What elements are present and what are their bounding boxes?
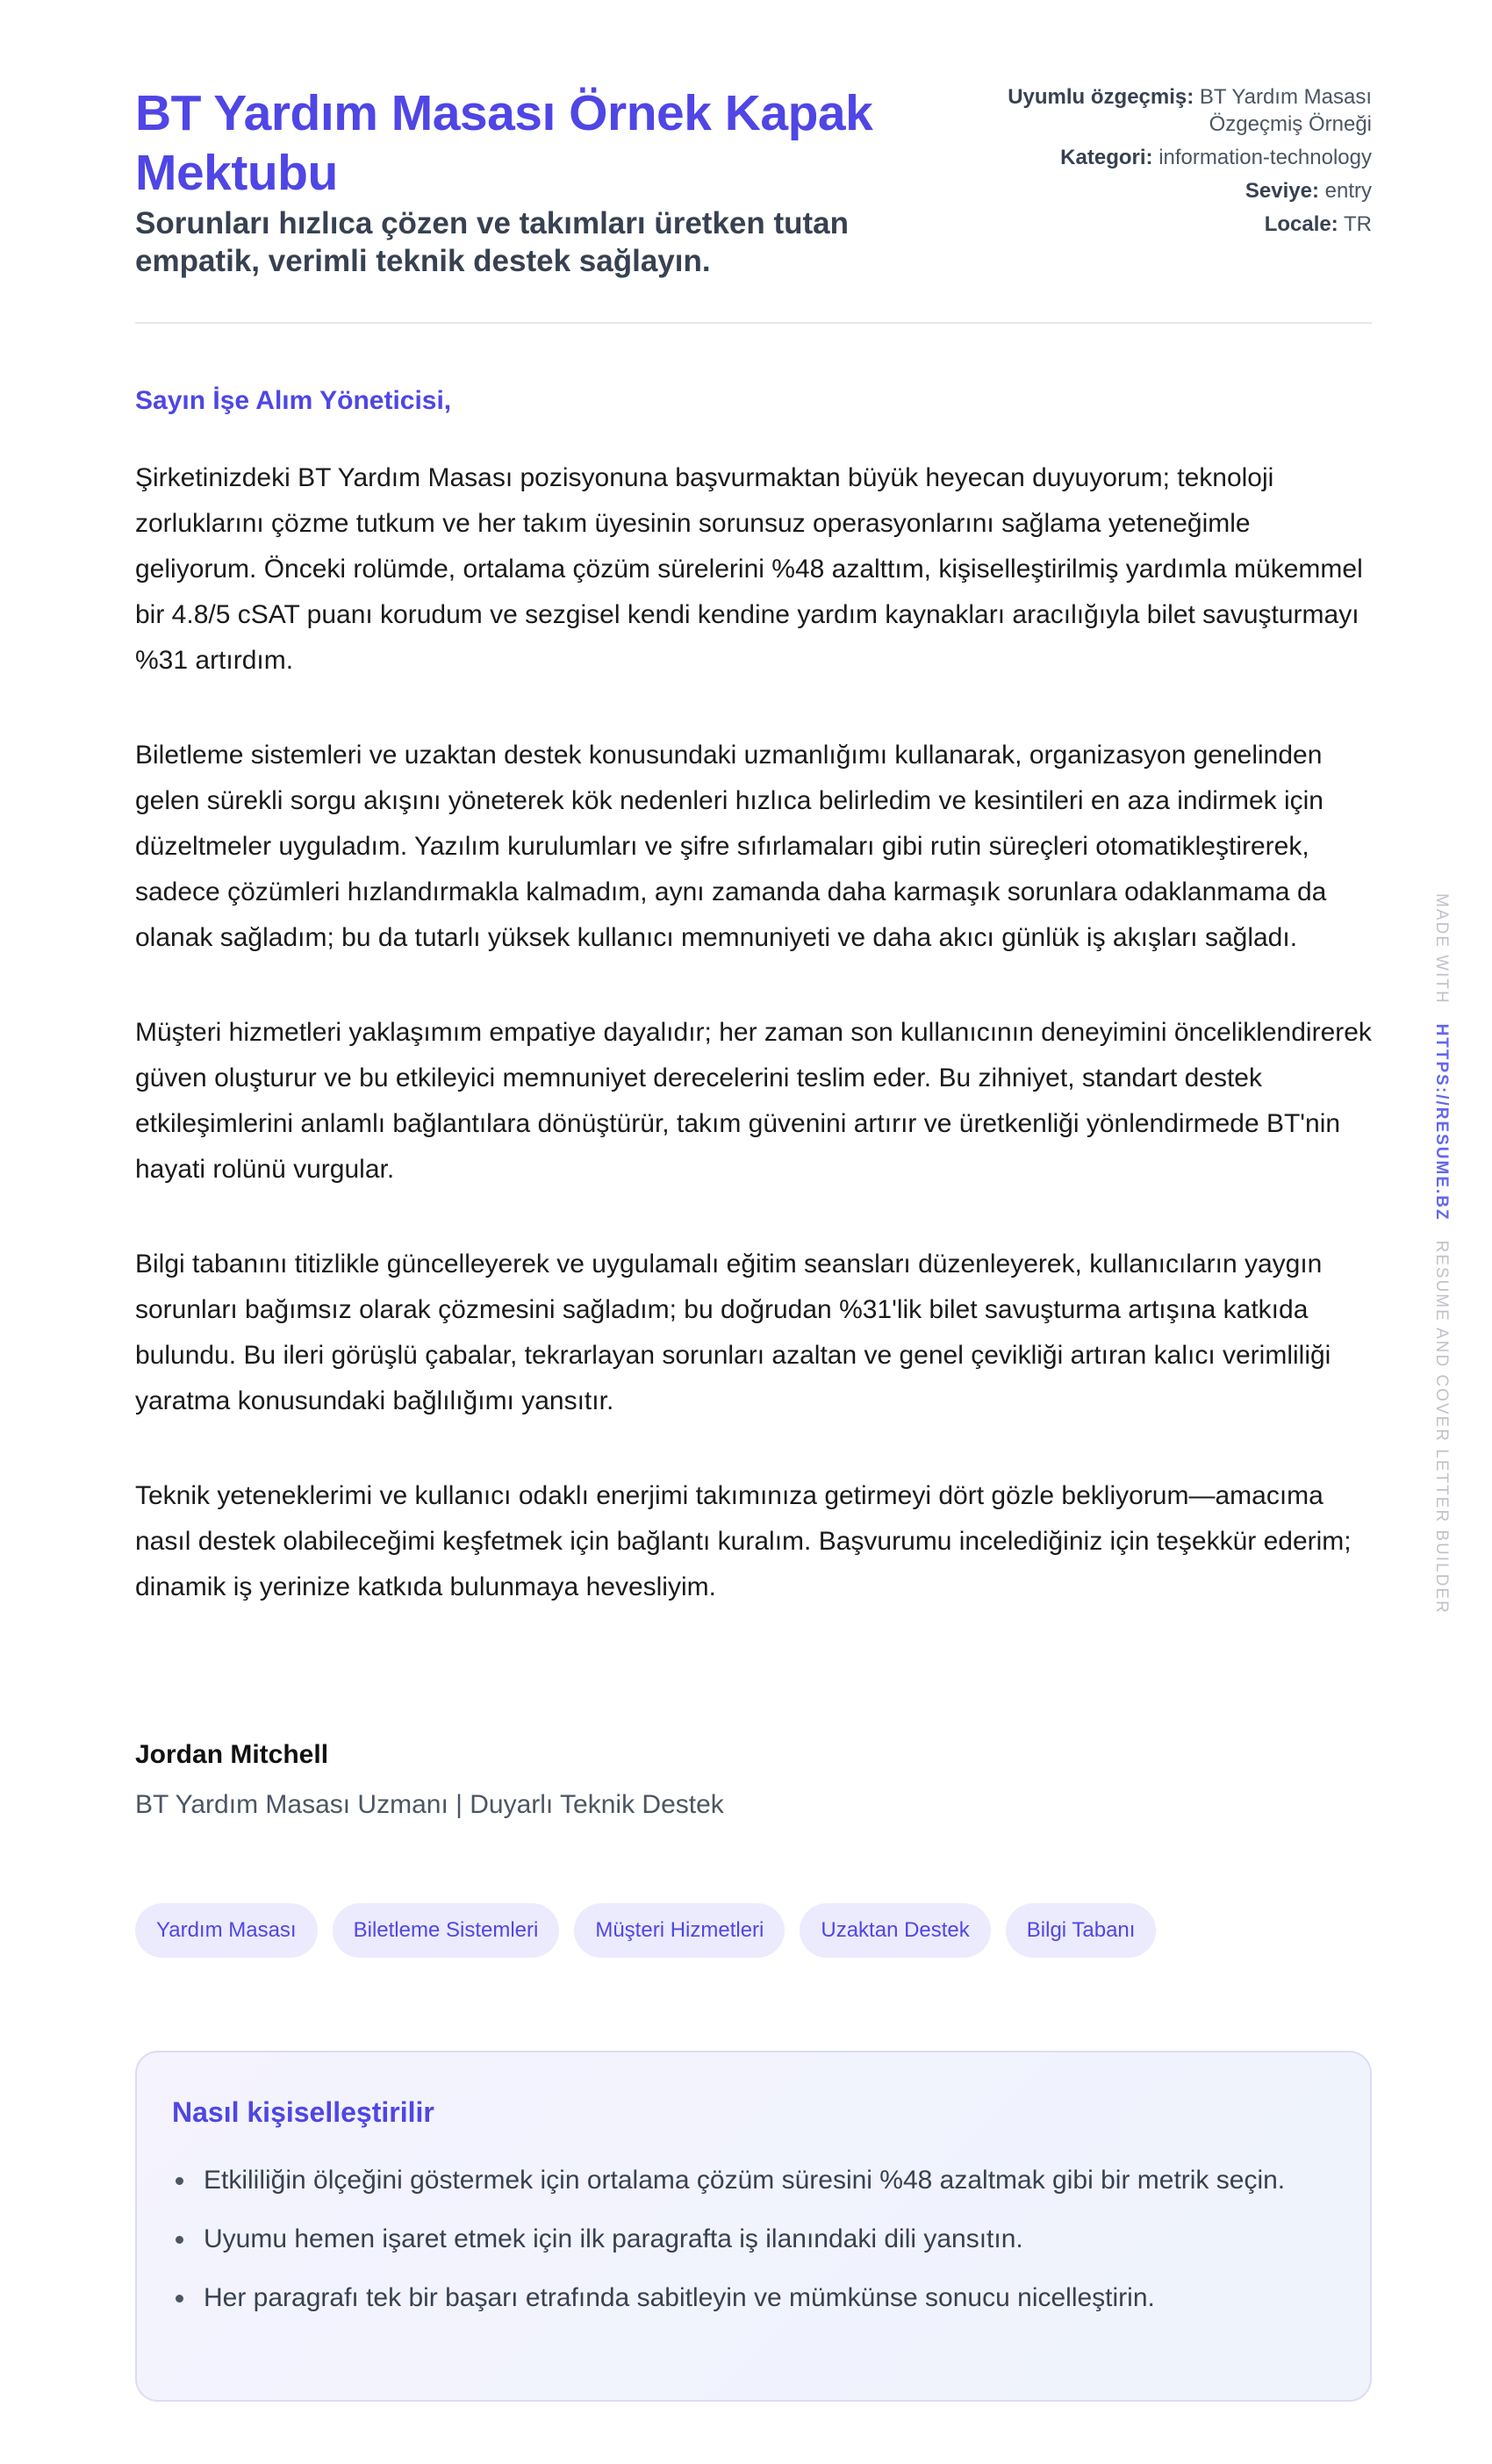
tag-list: [135, 1903, 1156, 1958]
divider: [135, 322, 1372, 324]
meta-value: BT Yardım Masası Özgeçmiş Örneği: [1199, 85, 1372, 136]
meta-level: [986, 177, 1372, 204]
paragraph: Biletleme sistemleri ve uzaktan destek konusundaki uzmanlığımı kullanarak, organizasyon genelinden gelen sürekli sorgu akışını yöneterek kök nedenleri hızlıca belirledim ve kesintileri en aza indirmek için düzeltmeler uyguladım. Yazılım kurulumları ve şifre sıfırlamaları gibi rutin süreçleri otomatikleştirerek, sadece çözümleri hızlandırmakla kalmadım, aynı zamanda daha karmaşık sorunlara odaklanmama da olanak sağladım; bu da tutarlı yüksek kullanıcı memnuniyeti ve daha akıcı günlük iş akışları sağladı.: [135, 741, 1327, 952]
meta-value: information-technology: [1158, 146, 1372, 169]
meta-label: Kategori:: [1060, 146, 1153, 169]
paragraph: Müşteri hizmetleri yaklaşımım empatiye dayalıdır; her zaman son kullanıcının deneyimini önceliklendirerek güven oluşturur ve bu etkileyici memnuniyet derecelerini teslim eder. Bu zihniyet, standart destek etkileşimlerini anlamlı bağlantılara dönüştürür, takım güvenini artırır ve üretkenliği yönlendirmede BT'nin hayati rolünü vurgular.: [135, 1018, 1372, 1184]
tag-chip: Biletleme Sistemleri: [333, 1903, 560, 1958]
meta-value: entry: [1324, 179, 1372, 203]
tips-title: Nasıl kişiselleştirilir: [172, 2096, 434, 2128]
tag-chip: Müşteri Hizmetleri: [574, 1903, 785, 1958]
meta-resume: [986, 83, 1372, 138]
tip-item: Etkililiğin ölçeğini göstermek için ortalama çözüm süresini %48 azaltmak gibi bir metrik seçin.: [172, 2158, 1331, 2203]
meta-label: Seviye:: [1245, 179, 1319, 203]
header: [135, 83, 1372, 322]
paragraph: Teknik yeteneklerimi ve kullanıcı odaklı enerjimi takımınıza getirmeyi dört gözle bekliyorum—amacıma nasıl destek olabileceğimi keşfetmek için bağlantı kuralım. Başvurumu incelediğiniz için teşekkür ederim; dinamik iş yerinize katkıda bulunmaya hevesliyim.: [135, 1481, 1352, 1601]
paragraph: Şirketinizdeki BT Yardım Masası pozisyonuna başvurmaktan büyük heyecan duyuyorum; teknoloji zorluklarını çözme tutkum ve her takım üyesinin sorunsuz operasyonlarını sağlama yeteneğimle geliyorum. Önceki rolümde, ortalama çözüm sürelerini %48 azalttım, kişiselleştirilmiş yardımla mükemmel bir 4.8/5 cSAT puanı korudum ve sezgisel kendi kendine yardım kaynakları aracılığıyla bilet savuşturmayı %31 artırdım.: [135, 463, 1363, 675]
tag-chip: Bilgi Tabanı: [1006, 1903, 1157, 1958]
meta-info: [986, 83, 1372, 244]
meta-label: Locale:: [1264, 212, 1338, 236]
tip-item: Her paragrafı tek bir başarı etrafında sabitleyin ve mümkünse sonucu nicelleştirin.: [172, 2275, 1331, 2321]
tip-item: Uyumu hemen işaret etmek için ilk paragrafta iş ilanındaki dili yansıtın.: [172, 2217, 1331, 2262]
watermark-prefix: MADE WITH: [1432, 893, 1451, 1005]
letter-body: [135, 455, 1372, 1659]
tag-chip: Uzaktan Destek: [800, 1903, 990, 1958]
tips-box: [135, 2051, 1372, 2402]
page-subtitle: Sorunları hızlıca çözen ve takımları üretken tutan empatik, verimli teknik destek sağlayın.: [135, 206, 850, 278]
meta-locale: [986, 211, 1372, 238]
meta-category: [986, 144, 1372, 171]
watermark: [1431, 893, 1451, 1615]
meta-label: Uyumlu özgeçmiş:: [1008, 85, 1194, 109]
watermark-link[interactable]: HTTPS://RESUME.BZ: [1432, 1023, 1451, 1221]
tag-chip: Yardım Masası: [135, 1903, 318, 1958]
signature-title: BT Yardım Masası Uzmanı | Duyarlı Teknik Destek: [135, 1790, 724, 1819]
meta-value: TR: [1344, 212, 1372, 236]
signature-name: Jordan Mitchell: [135, 1740, 329, 1769]
tips-list: [172, 2158, 1331, 2334]
paragraph: Bilgi tabanını titizlikle güncelleyerek ve uygulamalı eğitim seansları düzenleyerek, kullanıcıların yaygın sorunları bağımsız olarak çözmesini sağladım; bu doğrudan %31'lik bilet savuşturma artışına katkıda bulundu. Bu ileri görüşlü çabalar, tekrarlayan sorunları azaltan ve genel çevikliği artıran kalıcı verimliliği yaratma konusundaki bağlılığımı yansıtır.: [135, 1250, 1331, 1415]
watermark-suffix: RESUME AND COVER LETTER BUILDER: [1432, 1240, 1451, 1615]
page-title: BT Yardım Masası Örnek Kapak Mektubu: [135, 85, 873, 201]
salutation: Sayın İşe Alım Yöneticisi,: [135, 386, 452, 415]
